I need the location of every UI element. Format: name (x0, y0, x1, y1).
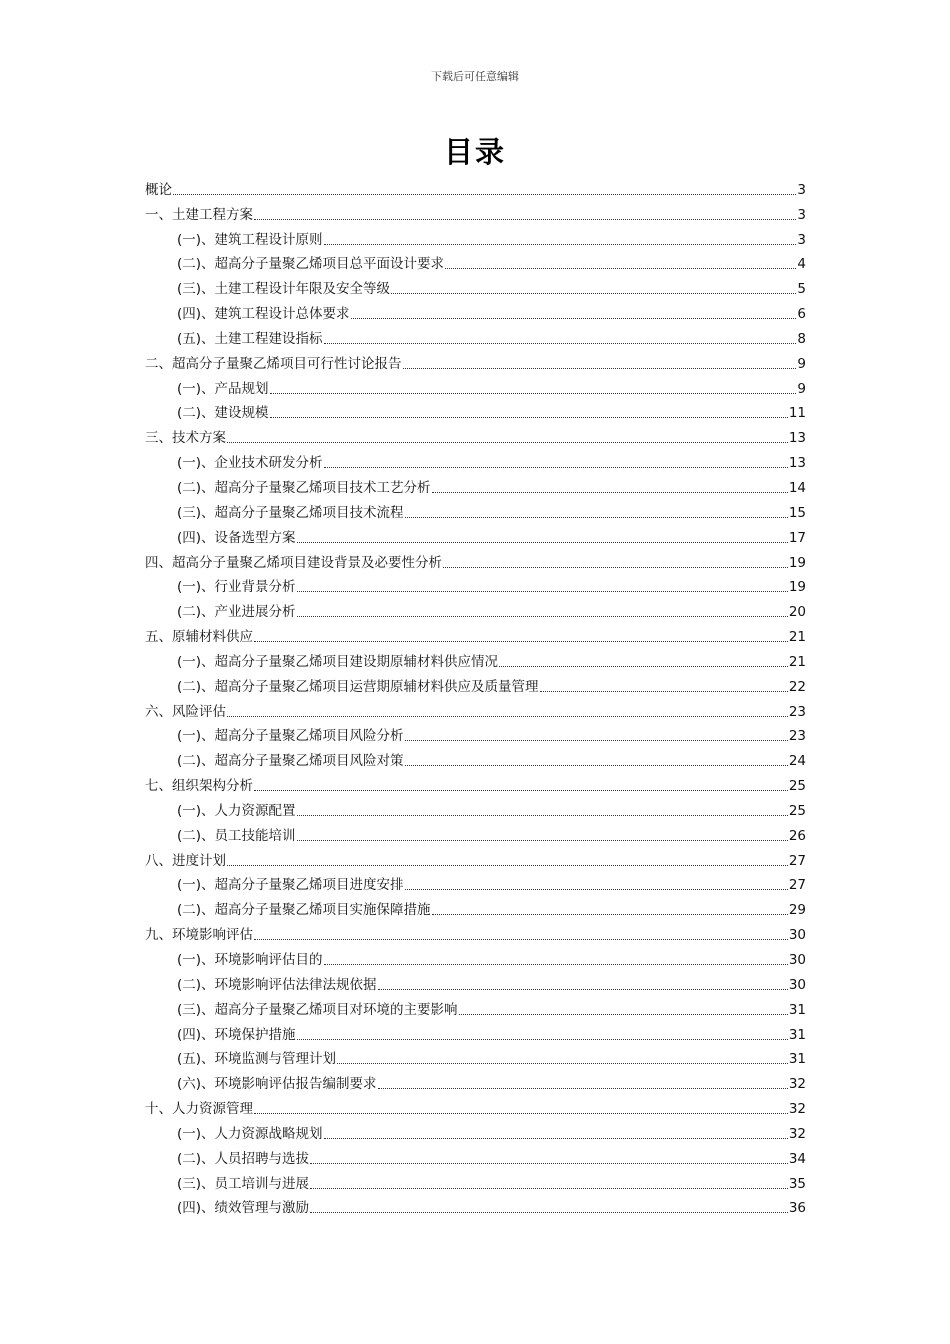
toc-entry[interactable] (145, 299, 806, 324)
toc-leader-dots (405, 740, 788, 741)
toc-entry-text: (五)、土建工程建设指标 (177, 330, 323, 347)
toc-entry[interactable] (145, 1144, 806, 1169)
toc-entry-page: 6 (797, 306, 806, 323)
toc-leader-dots (324, 244, 797, 245)
toc-leader-dots (351, 318, 797, 319)
toc-entry-page: 17 (788, 529, 806, 546)
toc-leader-dots (337, 1063, 788, 1064)
toc-entry-page: 13 (788, 455, 806, 472)
toc-entry[interactable] (145, 920, 806, 945)
toc-entry-page: 26 (788, 827, 806, 844)
toc-entry-page: 8 (797, 330, 806, 347)
toc-entry-text: (四)、设备选型方案 (177, 529, 296, 546)
toc-leader-dots (310, 1212, 788, 1213)
toc-list (145, 175, 806, 1218)
toc-leader-dots (499, 666, 788, 667)
toc-leader-dots (540, 691, 788, 692)
toc-entry[interactable] (145, 1045, 806, 1070)
toc-entry[interactable] (145, 448, 806, 473)
toc-leader-dots (432, 492, 788, 493)
toc-entry[interactable] (145, 498, 806, 523)
toc-entry-text: (二)、超高分子量聚乙烯项目总平面设计要求 (177, 256, 445, 273)
toc-entry[interactable] (145, 374, 806, 399)
toc-entry-page: 14 (788, 479, 806, 496)
toc-entry-page: 19 (788, 554, 806, 571)
toc-entry[interactable] (145, 274, 806, 299)
toc-leader-dots (378, 1088, 788, 1089)
toc-entry[interactable] (145, 895, 806, 920)
toc-entry-text: (三)、超高分子量聚乙烯项目对环境的主要影响 (177, 1001, 458, 1018)
toc-entry-page: 13 (788, 430, 806, 447)
toc-entry[interactable] (145, 970, 806, 995)
toc-entry[interactable] (145, 1069, 806, 1094)
toc-leader-dots (270, 417, 788, 418)
toc-entry-text: 概论 (145, 181, 172, 198)
toc-entry[interactable] (145, 622, 806, 647)
toc-entry-text: 六、风险评估 (145, 703, 226, 720)
toc-leader-dots (254, 1113, 788, 1114)
toc-entry-text: (二)、环境影响评估法律法规依据 (177, 976, 377, 993)
toc-entry-page: 9 (797, 355, 806, 372)
toc-entry[interactable] (145, 846, 806, 871)
toc-leader-dots (324, 467, 788, 468)
toc-entry-text: (二)、超高分子量聚乙烯项目运营期原辅材料供应及质量管理 (177, 678, 539, 695)
toc-entry-text: (一)、建筑工程设计原则 (177, 231, 323, 248)
toc-entry-page: 32 (788, 1101, 806, 1118)
toc-entry-text: (一)、企业技术研发分析 (177, 455, 323, 472)
toc-leader-dots (297, 1039, 788, 1040)
toc-entry-text: (一)、人力资源战略规划 (177, 1125, 323, 1142)
toc-entry-page: 9 (797, 380, 806, 397)
toc-entry-text: (一)、超高分子量聚乙烯项目进度安排 (177, 877, 404, 894)
toc-entry[interactable] (145, 523, 806, 548)
toc-entry-page: 31 (788, 1026, 806, 1043)
toc-entry-page: 30 (788, 976, 806, 993)
toc-entry-page: 32 (788, 1125, 806, 1142)
toc-entry-page: 15 (788, 504, 806, 521)
toc-entry-page: 34 (788, 1150, 806, 1167)
toc-entry[interactable] (145, 1094, 806, 1119)
toc-leader-dots (173, 194, 796, 195)
toc-entry-text: 五、原辅材料供应 (145, 629, 253, 646)
toc-entry[interactable] (145, 399, 806, 424)
toc-entry-text: (一)、产品规划 (177, 380, 269, 397)
toc-leader-dots (445, 268, 796, 269)
toc-entry-page: 11 (788, 405, 806, 422)
toc-entry[interactable] (145, 250, 806, 275)
toc-entry-text: (二)、人员招聘与选拔 (177, 1150, 310, 1167)
toc-entry-page: 30 (788, 952, 806, 968)
toc-entry-text: (二)、超高分子量聚乙烯项目技术工艺分析 (177, 479, 431, 496)
toc-leader-dots (297, 616, 788, 617)
toc-entry-page: 25 (788, 778, 806, 795)
toc-entry-text: 九、环境影响评估 (145, 927, 253, 944)
toc-leader-dots (270, 393, 797, 394)
toc-entry[interactable] (145, 995, 806, 1020)
toc-entry[interactable] (145, 597, 806, 622)
toc-entry[interactable] (145, 349, 806, 374)
toc-entry-text: (四)、环境保护措施 (177, 1026, 296, 1043)
toc-entry[interactable] (145, 1194, 806, 1219)
toc-leader-dots (254, 219, 796, 220)
toc-entry-page: 21 (788, 629, 806, 646)
toc-entry-page: 27 (788, 852, 806, 869)
toc-entry-text: 三、技术方案 (145, 430, 226, 447)
toc-entry[interactable] (145, 423, 806, 448)
toc-leader-dots (297, 542, 788, 543)
toc-entry-page: 24 (788, 753, 806, 770)
toc-entry-text: (三)、土建工程设计年限及安全等级 (177, 281, 391, 298)
toc-entry-page: 30 (788, 927, 806, 944)
toc-leader-dots (227, 865, 788, 866)
toc-leader-dots (391, 293, 796, 294)
toc-entry[interactable] (145, 473, 806, 498)
toc-entry[interactable] (145, 1020, 806, 1045)
toc-entry-page: 21 (788, 653, 806, 670)
toc-leader-dots (443, 567, 788, 568)
toc-entry-page: 22 (788, 678, 806, 695)
toc-leader-dots (227, 442, 788, 443)
toc-entry-page: 19 (788, 579, 806, 596)
toc-entry-text: (四)、建筑工程设计总体要求 (177, 306, 350, 323)
toc-entry[interactable] (145, 945, 806, 970)
toc-leader-dots (227, 716, 788, 717)
toc-entry-page: 27 (788, 877, 806, 894)
toc-entry[interactable] (145, 1169, 806, 1194)
toc-entry[interactable] (145, 573, 806, 598)
toc-entry[interactable] (145, 771, 806, 796)
toc-leader-dots (405, 517, 788, 518)
toc-leader-dots (405, 889, 788, 890)
toc-leader-dots (324, 1138, 788, 1139)
toc-entry-page: 5 (797, 281, 806, 298)
toc-leader-dots (297, 591, 788, 592)
toc-leader-dots (310, 1163, 788, 1164)
toc-entry[interactable] (145, 697, 806, 722)
toc-entry[interactable] (145, 548, 806, 573)
toc-entry-text: (一)、人力资源配置 (177, 802, 296, 819)
toc-entry[interactable] (145, 1119, 806, 1144)
header-note: 下载后可任意编辑 (431, 70, 519, 83)
toc-entry[interactable] (145, 746, 806, 771)
toc-entry[interactable] (145, 200, 806, 225)
toc-entry[interactable] (145, 672, 806, 697)
toc-entry-page: 3 (797, 181, 806, 198)
toc-entry[interactable] (145, 871, 806, 896)
toc-entry[interactable] (145, 796, 806, 821)
toc-entry-page: 4 (797, 256, 806, 273)
toc-leader-dots (405, 765, 788, 766)
toc-entry-text: (二)、超高分子量聚乙烯项目实施保障措施 (177, 902, 431, 919)
toc-entry-text: 十、人力资源管理 (145, 1101, 253, 1118)
toc-entry-text: (三)、超高分子量聚乙烯项目技术流程 (177, 504, 404, 521)
toc-entry-page: 35 (788, 1175, 806, 1192)
toc-leader-dots (432, 914, 788, 915)
toc-entry-text: (二)、建设规模 (177, 405, 269, 422)
toc-leader-dots (254, 641, 788, 642)
toc-entry-page: 23 (788, 728, 806, 745)
toc-entry-page: 3 (797, 206, 806, 223)
toc-entry-text: (三)、员工培训与进展 (177, 1175, 310, 1192)
toc-entry-page: 32 (788, 1076, 806, 1093)
toc-entry-text: (一)、超高分子量聚乙烯项目建设期原辅材料供应情况 (177, 653, 499, 670)
toc-entry-text: 二、超高分子量聚乙烯项目可行性讨论报告 (145, 355, 402, 372)
toc-leader-dots (378, 989, 788, 990)
toc-entry-page: 20 (788, 604, 806, 621)
toc-entry[interactable] (145, 722, 806, 747)
toc-entry-text: (一)、环境影响评估目的 (177, 952, 323, 968)
toc-entry-page: 31 (788, 1051, 806, 1068)
toc-leader-dots (324, 964, 788, 965)
toc-entry-page: 29 (788, 902, 806, 919)
toc-leader-dots (297, 815, 788, 816)
toc-entry-text: (四)、绩效管理与激励 (177, 1200, 310, 1217)
toc-leader-dots (310, 1188, 788, 1189)
toc-entry-text: (一)、超高分子量聚乙烯项目风险分析 (177, 728, 404, 745)
toc-title: 目录 (443, 135, 506, 169)
toc-leader-dots (254, 939, 788, 940)
toc-entry-text: 八、进度计划 (145, 852, 226, 869)
toc-entry-page: 23 (788, 703, 806, 720)
toc-entry-page: 3 (797, 231, 806, 248)
toc-entry[interactable] (145, 175, 806, 200)
toc-entry-text: (五)、环境监测与管理计划 (177, 1051, 337, 1068)
toc-entry[interactable] (145, 225, 806, 250)
toc-entry-text: (二)、产业进展分析 (177, 604, 296, 621)
toc-leader-dots (254, 790, 788, 791)
toc-entry-text: 七、组织架构分析 (145, 778, 253, 795)
toc-entry-text: 四、超高分子量聚乙烯项目建设背景及必要性分析 (145, 554, 442, 571)
toc-entry-text: (六)、环境影响评估报告编制要求 (177, 1076, 377, 1093)
toc-entry-page: 31 (788, 1001, 806, 1018)
toc-leader-dots (297, 840, 788, 841)
toc-entry-text: 一、土建工程方案 (145, 206, 253, 223)
toc-entry[interactable] (145, 821, 806, 846)
toc-leader-dots (403, 368, 797, 369)
toc-entry-text: (二)、员工技能培训 (177, 827, 296, 844)
toc-entry[interactable] (145, 647, 806, 672)
toc-entry-text: (一)、行业背景分析 (177, 579, 296, 596)
toc-leader-dots (324, 343, 797, 344)
toc-leader-dots (459, 1014, 788, 1015)
toc-entry-page: 36 (788, 1200, 806, 1217)
toc-entry[interactable] (145, 324, 806, 349)
toc-entry-text: (二)、超高分子量聚乙烯项目风险对策 (177, 753, 404, 770)
toc-entry-page: 25 (788, 802, 806, 819)
